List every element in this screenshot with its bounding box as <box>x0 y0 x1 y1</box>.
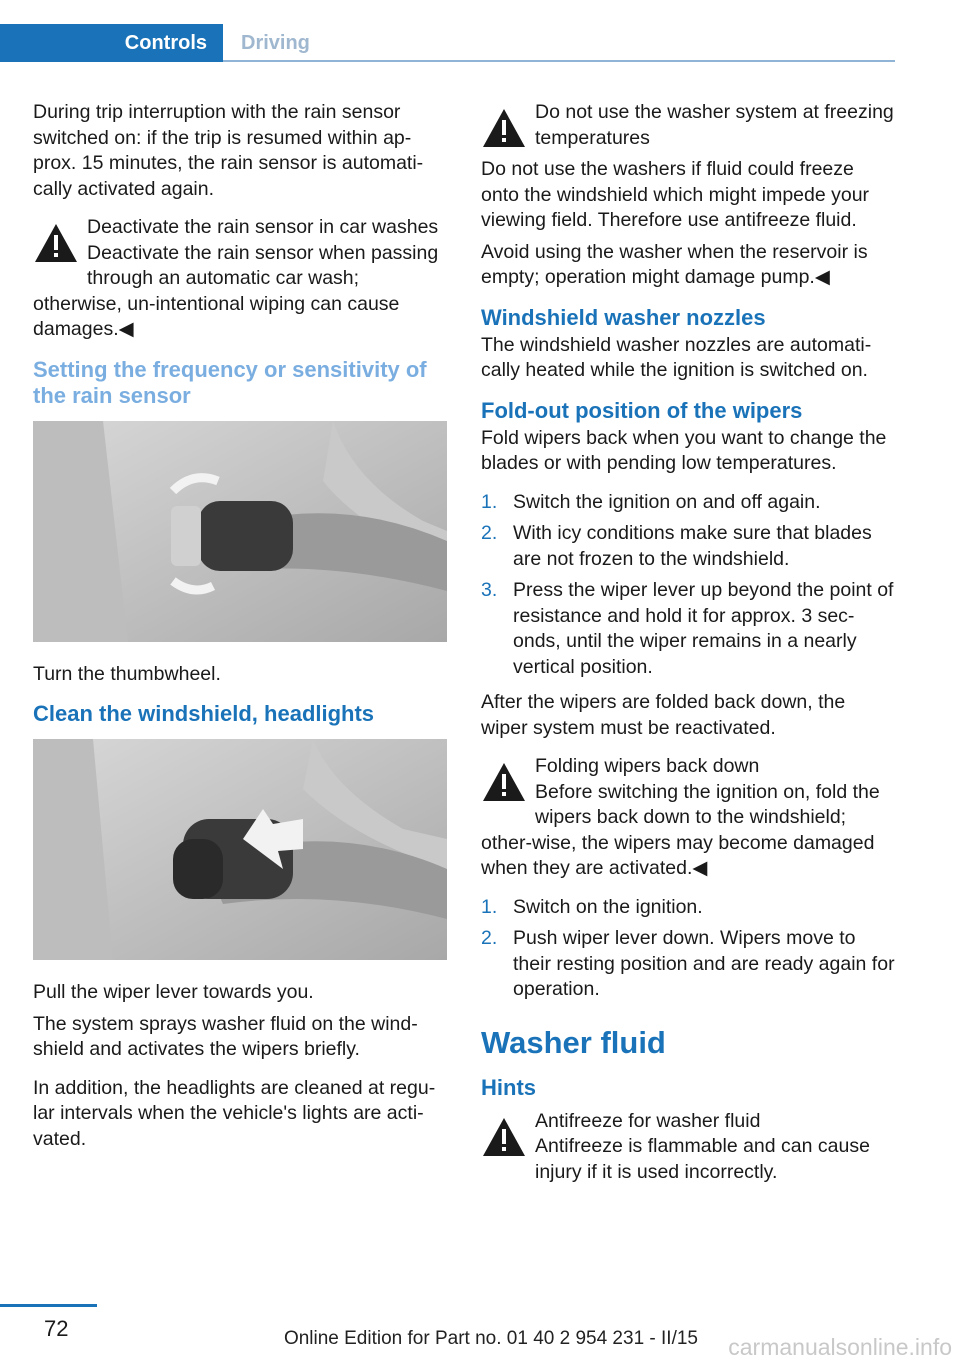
paragraph-sprays: The system sprays washer fluid on the wind‐shield and activates the wipers briefly. <box>33 1012 418 1060</box>
page-number: 72 <box>44 1316 69 1341</box>
paragraph-after-fold: After the wipers are folded back down, the wiper system must be reactivated. <box>481 691 846 739</box>
warning-freezing <box>481 100 897 234</box>
caption-thumbwheel: Turn the thumbwheel. <box>33 662 221 685</box>
heading-hints: Hints <box>481 1074 536 1100</box>
left-column <box>33 100 447 1165</box>
heading-clean-windshield: Clean the windshield, headlights <box>33 701 375 726</box>
list-item: 3. Press the wiper lever up beyond the point of resistance and hold it for approx. 3 sec‐onds, until the wiper remains in a nearly vertical position. <box>481 579 894 678</box>
list-item: 1. Switch the ignition on and off again. <box>481 490 821 513</box>
paragraph-headlights: In addition, the headlights are cleaned at regu‐lar intervals when the vehicle's lights are acti‐vated. <box>33 1076 436 1150</box>
warning-title: Folding wipers back down <box>535 755 760 777</box>
header-rule <box>223 60 895 62</box>
tab-driving[interactable]: Driving <box>241 31 310 54</box>
heading-frequency-sensitivity: Setting the frequency or sensitivity of the rain sensor <box>33 356 427 408</box>
warning-text: Deactivate the rain sensor when passing through an automatic car wash; otherwise, un‐intentional wiping can cause damages.◀ <box>33 241 439 340</box>
warning-folding-back <box>481 754 897 882</box>
heading-fold-out: Fold-out position of the wipers <box>481 397 803 423</box>
warning-text: Do not use the washers if fluid could freeze onto the windshield which might impede your viewing field. Therefore use antifreeze fluid. <box>481 158 870 231</box>
paragraph-nozzles: The windshield washer nozzles are automati‐cally heated while the ignition is switched on. <box>481 333 872 381</box>
warning-title: Deactivate the rain sensor in car washes <box>87 216 439 238</box>
right-column <box>481 100 897 1198</box>
warning-title: Do not use the washer system at freezing temperatures <box>535 101 894 149</box>
watermark: carmanualsonline.info <box>728 1334 952 1360</box>
list-item: 1. Switch on the ignition. <box>481 895 703 918</box>
warning-triangle-icon <box>481 106 527 150</box>
thumbwheel-photo <box>33 421 447 642</box>
warning-triangle-icon <box>481 1115 527 1159</box>
list-item: 2. With icy conditions make sure that blades are not frozen to the windshield. <box>481 522 872 570</box>
warning-triangle-icon <box>481 760 527 804</box>
warning-antifreeze <box>481 1109 897 1186</box>
warning-text: Before switching the ignition on, fold the wipers back down to the windshield; other‐wise, the wipers may become damaged when they are activated.◀ <box>481 780 880 879</box>
reactivate-steps <box>481 895 897 1003</box>
list-item: 2. Push wiper lever down. Wipers move to their resting position and are ready again for operation. <box>481 927 895 1000</box>
wiper-lever-photo <box>33 739 447 960</box>
fold-out-steps <box>481 490 897 681</box>
edition-text: Online Edition for Part no. 01 40 2 954 231 - II/15 <box>283 1328 698 1349</box>
caption-pull-lever: Pull the wiper lever towards you. <box>33 981 314 1003</box>
footer-rule <box>0 1304 97 1307</box>
heading-washer-fluid: Washer fluid <box>481 1024 666 1060</box>
paragraph-fold-out: Fold wipers back when you want to change the blades or with pending low temperatures. <box>481 426 887 474</box>
heading-washer-nozzles: Windshield washer nozzles <box>481 304 766 330</box>
warning-car-wash <box>33 215 447 343</box>
warning-triangle-icon <box>33 221 79 265</box>
paragraph-avoid: Avoid using the washer when the reservoir is empty; operation might damage pump.◀ <box>481 240 868 288</box>
tab-controls[interactable]: Controls <box>0 24 223 62</box>
paragraph-trip-interruption: During trip interruption with the rain sensor switched on: if the trip is resumed within ap‐prox. 15 minutes, the rain sensor is automati‐cally activated again. <box>33 101 424 200</box>
warning-title: Antifreeze for washer fluid <box>535 1109 761 1132</box>
warning-text: Antifreeze is flammable and can cause injury if it is used incorrectly. <box>535 1135 870 1183</box>
header-bar <box>0 0 895 62</box>
